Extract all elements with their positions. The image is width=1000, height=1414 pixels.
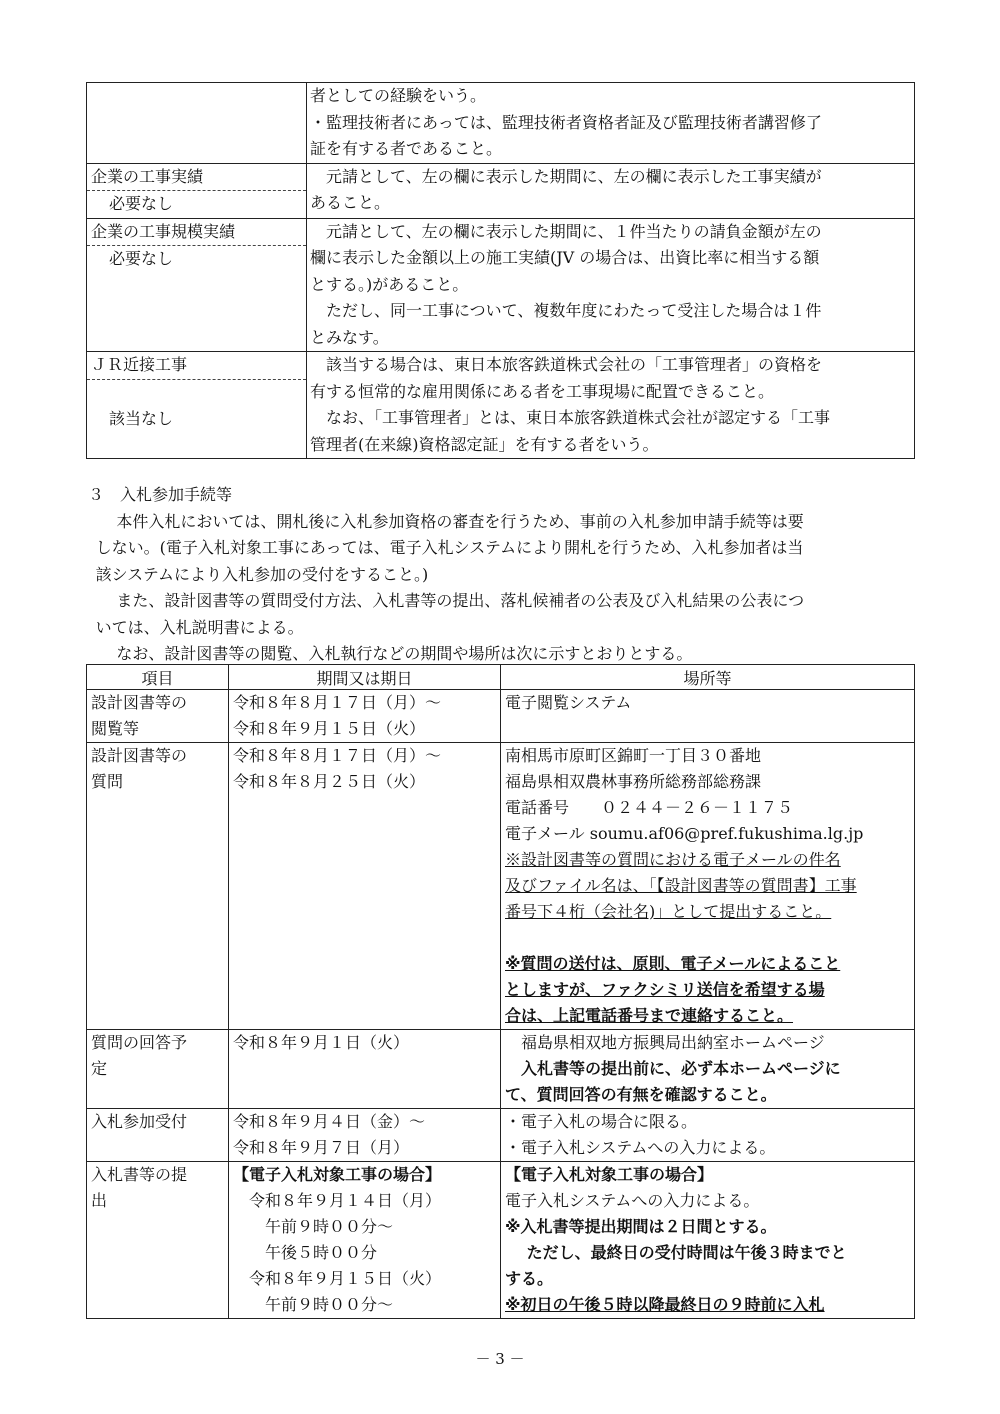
section-heading: ３ 入札参加手続等 [88,485,233,504]
note-underlined: ※設計図書等の質問における電子メールの件名 [505,850,841,869]
place-cell: ・電子入札の場合に限る。 ・電子入札システムへの入力による。 [501,1109,915,1162]
table-header-row [87,665,915,690]
period-cell: 令和８年９月１日（火） [229,1030,501,1109]
row-label: ＪＲ近接工事 [87,352,306,380]
period-cell: 令和８年９月４日（金）～ 令和８年９月７日（月） [229,1109,501,1162]
section-3: ３ 入札参加手続等 本件入札においては、開札後に入札参加資格の審査を行うため、事前の入札参加申請手続等は要 しない。(電子入札対象工事にあっては、電子入札システムにより開札を行うため、入札参加者は当 該システムにより入札参加の受付をすること。) また、設計図書等の質問受付方法、入札書等の提出、落札候補者の公表及び入札結果の公表につ いては、入札説明書による。 なお、設計図書等の閲覧、入札執行などの期間や場所は次に示すとおりとする。 [86,482,915,668]
paragraph: また、設計図書等の質問受付方法、入札書等の提出、落札候補者の公表及び入札結果の公表につ [116,591,805,610]
row-value: 該当なし [109,408,174,428]
table-row [87,163,915,218]
table-row [87,743,915,1030]
row-description: 該当する場合は、東日本旅客鉄道株式会社の「工事管理者」の資格を 有する恒常的な雇用関係にある者を工事現場に配置できること。 なお、「工事管理者」とは、東日本旅客鉄道株式会社が認定する「工事 管理者(在来線)資格認定証」を有する者をいう。 [307,352,915,459]
table-row [87,218,915,352]
paragraph: なお、設計図書等の閲覧、入札執行などの期間や場所は次に示すとおりとする。 [116,644,693,663]
row-description: 元請として、左の欄に表示した期間に、左の欄に表示した工事実績が あること。 [307,163,915,218]
continued-description: 者としての経験をいう。 ・監理技術者にあっては、監理技術者資格者証及び監理技術者講習修了 証を有する者であること。 [307,83,915,164]
table-row [87,352,915,459]
place-heading: 【電子入札対象工事の場合】 [505,1165,714,1184]
table-row [87,1109,915,1162]
requirements-table [86,82,915,459]
place-cell: 南相馬市原町区錦町一丁目３０番地 福島県相双農林事務所総務部総務課 電話番号 ０２４４－２６－１１７５ 電子メール soumu.af06@pref.fukushima.lg.jp ※設計図書等の質問における電子メールの件名 及びファイル名は、｢【設計図書等の質問書】工事 番号下４桁（会社名)」として提出すること。 ※質問の送付は、原則、電子メールによること としますが、ファクシミリ送信を希望する場 合は、上記電話番号まで連絡すること。 [501,743,915,1030]
item-cell: 入札書等の提 出 [87,1162,229,1319]
page-number: － 3 － [475,1350,525,1368]
table-row [87,690,915,743]
row-label: 企業の工事規模実績 [87,219,306,247]
empty-cell [87,83,307,164]
note-bold: 入札書等の提出前に、必ず本ホームページに [505,1059,841,1078]
period-heading: 【電子入札対象工事の場合】 [233,1165,442,1184]
phone-number: 電話番号 ０２４４－２６－１１７５ [505,798,794,817]
place-cell: 【電子入札対象工事の場合】 電子入札システムへの入力による。 ※入札書等提出期間は２日間とする。 ただし、最終日の受付時間は午後３時までと する。 ※初日の午後５時以降最終日の９時前に入札 [501,1162,915,1319]
row-value: 必要なし [109,194,174,213]
schedule-table [86,664,915,1319]
row-label: 企業の工事実績 [87,164,306,192]
spacer [505,925,910,951]
period-cell: 令和８年８月１７日（月）～ 令和８年９月１５日（火） [229,690,501,743]
column-header: 項目 [87,665,229,690]
table-row [87,1030,915,1109]
period-cell: 【電子入札対象工事の場合】 令和８年９月１４日（月） 午前９時００分～ 午後５時００分 令和８年９月１５日（火） 午前９時００分～ [229,1162,501,1319]
place-cell: 福島県相双地方振興局出納室ホームページ 入札書等の提出前に、必ず本ホームページに て、質問回答の有無を確認すること。 [501,1030,915,1109]
column-header: 期間又は期日 [229,665,501,690]
table-row [87,1162,915,1319]
item-cell: 入札参加受付 [87,1109,229,1162]
row-value: 必要なし [109,249,174,268]
column-header: 場所等 [501,665,915,690]
email-address: 電子メール soumu.af06@pref.fukushima.lg.jp [505,824,864,843]
note-bold-underlined: ※初日の午後５時以降最終日の９時前に入札 [505,1295,825,1314]
item-cell: 設計図書等の 質問 [87,743,229,1030]
place-cell: 電子閲覧システム [501,690,915,743]
period-cell: 令和８年８月１７日（月）～ 令和８年８月２５日（火） [229,743,501,1030]
paragraph: 本件入札においては、開札後に入札参加資格の審査を行うため、事前の入札参加申請手続等は要 [116,511,804,531]
item-cell: 質問の回答予 定 [87,1030,229,1109]
table-row [87,83,915,164]
note-bold: ※質問の送付は、原則、電子メールによること [505,954,841,973]
note-bold: ※入札書等提出期間は２日間とする。 [505,1217,777,1236]
item-cell: 設計図書等の 閲覧等 [87,690,229,743]
row-description: 元請として、左の欄に表示した期間に、１件当たりの請負金額が左の 欄に表示した金額以上の施工実績(JV の場合は、出資比率に相当する額 とする。)があること。 ただし、同一工事について、複数年度にわたって受注した場合は１件 とみなす。 [307,218,915,352]
